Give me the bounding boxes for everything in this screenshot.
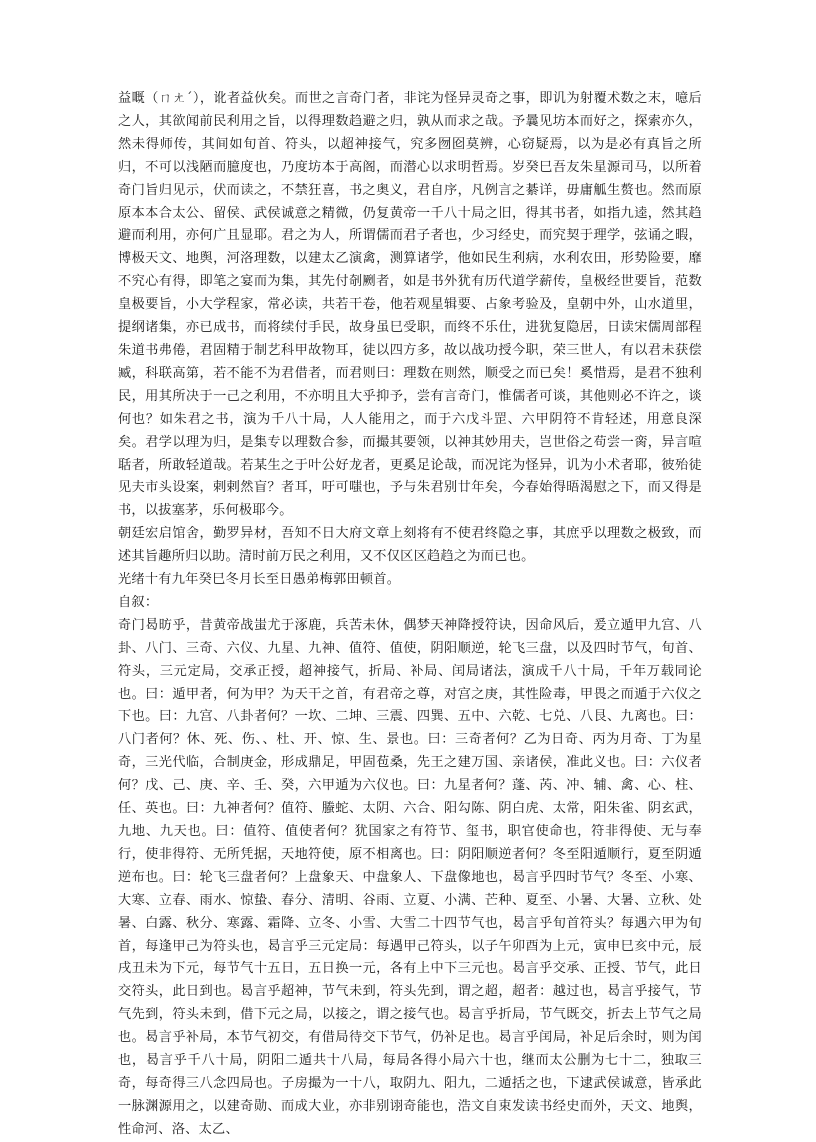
document-body [118, 88, 702, 1142]
section-heading: 自叙： [118, 594, 159, 610]
self-preface-paragraph: 奇门曷昉乎，昔黄帝战蚩尤于涿鹿，兵苦未休，偶梦天神降授符诀，因命风后，爰立遁甲九宫、八卦、八门、三奇、六仪、九星、九神、值符、值使，阴阳顺逆，轮飞三盘，以及四时节气，旬首、符头，三元定局，交承正授，超神接气，折局、补局、闰局诸法，演成千八十局，千年万载同论也。曰：遁甲者，何为甲？为天干之首，有君帝之尊，对宫之庚，其性险毒，甲畏之而遁于六仪之下也。曰：九宫、八卦者何？一坎、二坤、三震、四巽、五中、六乾、七兑、八艮、九离也。曰：八门者何？休、死、伤、、杜、开、惊、生、景也。曰：三奇者何？乙为日奇、丙为月奇、丁为星奇，三光代临，合制庚金，形成鼎足，甲固苞桑，先王之建万国、亲诸侯，准此义也。曰：六仪者何？戊、己、庚、辛、壬、癸，六甲遁为六仪也。曰：九星者何？蓬、芮、冲、辅、禽、心、柱、任、英也。曰：九神者何？值符、螣蛇、太阴、六合、阳勾陈、阴白虎、太常，阳朱雀、阴玄武，九地、九天也。曰：值符、值使者何？犹国家之有符节、玺书，职官使命也，符非得使、无与奉行，使非得符、无所凭据，天地符使，原不相离也。曰：阴阳顺逆者何？冬至阳遁顺行，夏至阴遁逆布也。曰：轮飞三盘者何？上盘象天、中盘象人、下盘像地也，曷言乎四时节气？冬至、小寒、大寒、立春、雨水、惊蛰、春分、清明、谷雨、立夏、小满、芒种、夏至、小暑、大暑、立秋、处暑、白露、秋分、寒露、霜降、立冬、小雪、大雪二十四节气也，曷言乎旬首符头？每遇六甲为旬首，每逢甲己为符头也，曷言乎三元定局：每遇甲己符头，以子午卯酉为上元，寅申巳亥中元，辰戌丑未为下元，每节气十五日，五日换一元，各有上中下三元也。曷言乎交承、正授、节气，此日交符头，此日到也。曷言乎超神，节气未到，符头先到，谓之超，超者：越过也，曷言乎接气，节气先到，符头未到，借下元之局，以接之，谓之接气也。曷言乎折局，节气既交，折去上节气之局也。曷言乎补局，本节气初交，有借局待交下节气，仍补足也。曷言乎闰局，补足后余时，则为闰也，曷言乎千八十局，阴阳二遁共十八局，每局各得小局六十也，继而太公删为七十二，独取三奇，每奇得三八念四局也。子房撮为一十八，取阴九、阳九，二遁括之也，下逮武侯诚意，皆承此一脉渊源用之，以建奇勋、而成大业，亦非别诩奇能也，浩文自束发读书经史而外，天文、地舆，性命河、洛、太乙、 [118, 617, 702, 1137]
preface-closing-paragraph: 朝廷宏启馆舍，勤罗异材，吾知不日大府文章上刻将有不使君终隐之事，其庶乎以理数之极致，而述其旨趣所归以助。清时前万民之利用，又不仅区区趋趋之为而已也。 [118, 526, 702, 565]
preface-signature: 光绪十有九年癸巳冬月长至日愚弟梅郭田顿首。 [118, 572, 401, 588]
preface-paragraph: 益嘅（ㄇㄤˊ），讹者益伙矣。而世之言奇门者，非诧为怪异灵奇之事，即讥为射覆术数之末，噫后之人，其欲闻前民利用之旨，以得理数趋避之归，孰从而求之哉。予曩见坊本而好之，探索亦久，然未得师传，其间如旬首、符头，以超神接气，究多囫囵莫辨，心窃疑焉，以为是必有真旨之所归，不可以浅陋而臆度也，乃度坊本于高阁，而潜心以求明哲焉。岁癸巳吾友朱星源司马，以所着奇门旨归见示，伏而读之，不禁狂喜，书之奥义，君自序，凡例言之綦详，毋庸觚生赘也。然而原原本本合太公、留侯、武侯诚意之精微，仍复黄帝一千八十局之旧，得其书者，如指九逵，然其趋避而利用，亦何广且显耶。君之为人，所谓儒而君子者也，少习经史，而究契于理学，弦诵之暇，博极天文、地舆，河洛理数，以建太乙演禽，测算诸学，他如民生利病，水利农田，形势险要，靡不究心有得，即笔之宴而为集，其先付剞劂者，如是书外犹有历代道学薪传，皇极经世要旨，范数皇极要旨，小大学程家，常必读，共若干卷，他若观星辑要、占象考验及，皇朝中外，山水道里，提纲诸集，亦已成书，而将续付手民，故身虽巳受职，而终不乐仕，进犹复隐居，日读宋儒周部程朱道书弗倦，君固精于制艺科甲故物耳，徒以四方多，故以战功授今职，荣三世人，有以君未获偿臧，科联高第，若不能不为君借者，而君则曰：理数在则然，顺受之而已矣！奚惜焉，是君不独利民，用其所决于一己之利用，不亦明且大乎抑予，尝有言奇门，惟儒者可谈，其他则必不许之，谈何也？如朱君之书，演为千八十局，人人能用之，而于六戊斗罡、六甲阴符不肯轻述，用意良深矣。君学以理为归，是集专以理数合参，而撮其要领，以神其妙用夫，岂世俗之苟尝一脔，异言喧聒者，所敢轻道哉。若某生之于叶公好龙者，更奚足论哉，而况诧为怪异，讥为小术者耶，彼殆徒见夫市头设案，剌剌然盲？者耳，吁可嗤也，予与朱君别廿年矣，今春始得晤渴慰之下，而又得是书，以拔塞茅，乐何极耶今。 [118, 91, 702, 519]
